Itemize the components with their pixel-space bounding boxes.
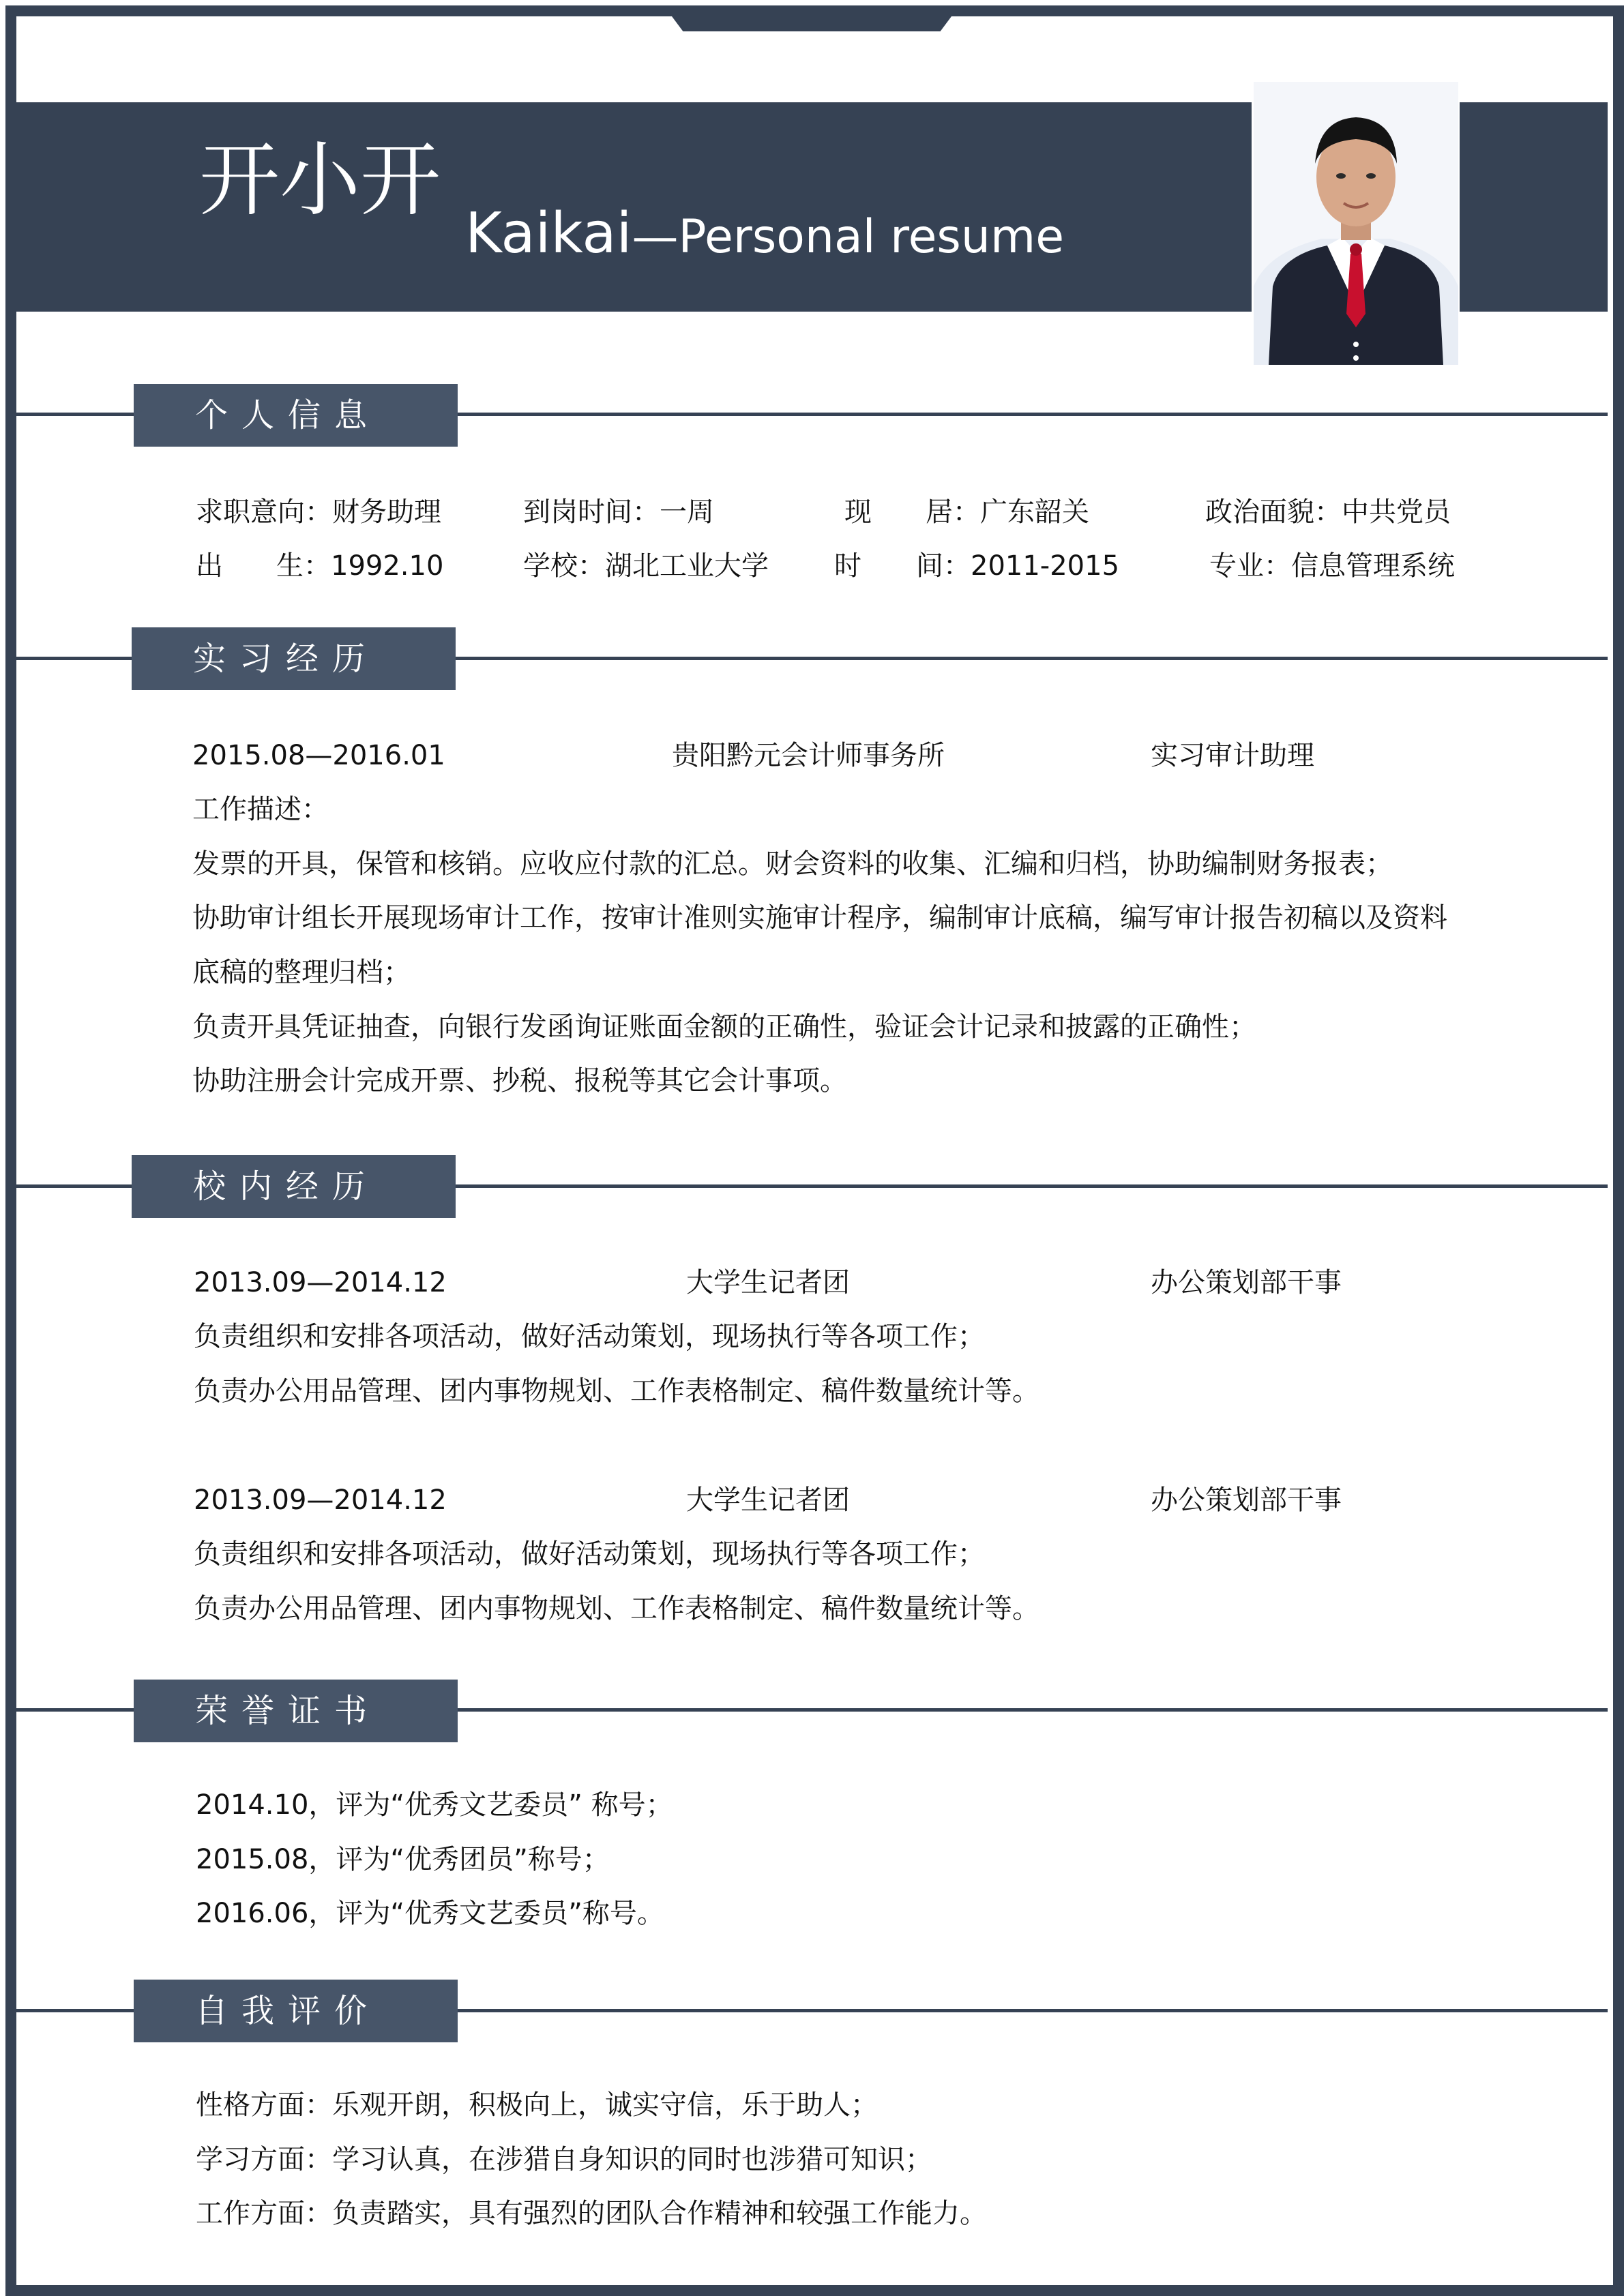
candidate-name: 开小开 [199,133,441,227]
work-description-label: 工作描述： [192,794,329,825]
section-title-campus: 校内经历 [132,1155,456,1218]
internship-duty: 发票的开具，保管和核销。应收应付款的汇总。财会资料的收集、汇编和归档，协助编制财务报表； [192,848,1393,880]
section-title-internship: 实习经历 [132,627,456,690]
job-intention: 求职意向：财务助理 [196,496,441,528]
campus-organization: 大学生记者团 [686,1267,850,1298]
internship-company: 贵阳黔元会计师事务所 [672,740,945,771]
self-evaluation-item: 性格方面：乐观开朗，积极向上，诚实守信，乐于助人； [196,2089,878,2121]
internship-duty: 协助审计组长开展现场审计工作，按审计准则实施审计程序，编制审计底稿，编写审计报告初稿以及资料 [192,902,1447,934]
campus-duty: 负责组织和安排各项活动，做好活动策划，现场执行等各项工作； [194,1321,985,1352]
section-title-self-evaluation: 自我评价 [134,1980,458,2042]
study-period: 间：2011-2015 [916,550,1120,582]
campus-role: 办公策划部干事 [1151,1485,1342,1516]
residence: 居：广东韶关 [926,496,1089,528]
period-label: 时 [834,550,861,582]
campus-role: 办公策划部干事 [1151,1267,1342,1298]
major: 专业：信息管理系统 [1209,550,1455,582]
section-title-personal-info: 个人信息 [134,384,458,447]
internship-period: 2015.08—2016.01 [192,740,445,771]
internship-role: 实习审计助理 [1151,740,1314,771]
campus-period: 2013.09—2014.12 [194,1267,447,1298]
internship-duty: 底稿的整理归档； [192,957,411,988]
residence-label: 现 [844,496,872,528]
birth-label: 出 [196,550,223,582]
honor-item: 2014.10，评为“优秀文艺委员” 称号； [196,1789,673,1821]
campus-duty: 负责组织和安排各项活动，做好活动策划，现场执行等各项工作； [194,1538,985,1570]
birth-date: 生：1992.10 [276,550,444,582]
top-tab-decoration [672,16,951,31]
campus-period: 2013.09—2014.12 [194,1485,447,1516]
campus-duty: 负责办公用品管理、团内事物规划、工作表格制定、稿件数量统计等。 [194,1593,1039,1624]
campus-organization: 大学生记者团 [686,1485,850,1516]
section-title-honors: 荣誉证书 [134,1680,458,1742]
honor-item: 2015.08，评为“优秀团员”称号； [196,1844,610,1875]
self-evaluation-item: 工作方面：负责踏实，具有强烈的团队合作精神和较强工作能力。 [196,2198,987,2229]
availability: 到岗时间：一周 [523,496,714,528]
political-status: 政治面貌：中共党员 [1205,496,1451,528]
subtitle-english-name: Kaikai [465,201,632,266]
self-evaluation-item: 学习方面：学习认真，在涉猎自身知识的同时也涉猎可知识； [196,2144,932,2175]
honor-item: 2016.06，评为“优秀文艺委员”称号。 [196,1898,664,1929]
profile-photo [1254,82,1458,365]
school: 学校：湖北工业大学 [523,550,769,582]
internship-duty: 协助注册会计完成开票、抄税、报税等其它会计事项。 [192,1065,847,1097]
campus-duty: 负责办公用品管理、团内事物规划、工作表格制定、稿件数量统计等。 [194,1375,1039,1407]
resume-subtitle [465,201,1065,266]
internship-duty: 负责开具凭证抽查，向银行发函询证账面金额的正确性，验证会计记录和披露的正确性； [192,1011,1256,1043]
subtitle-text: —Personal resume [632,210,1065,264]
